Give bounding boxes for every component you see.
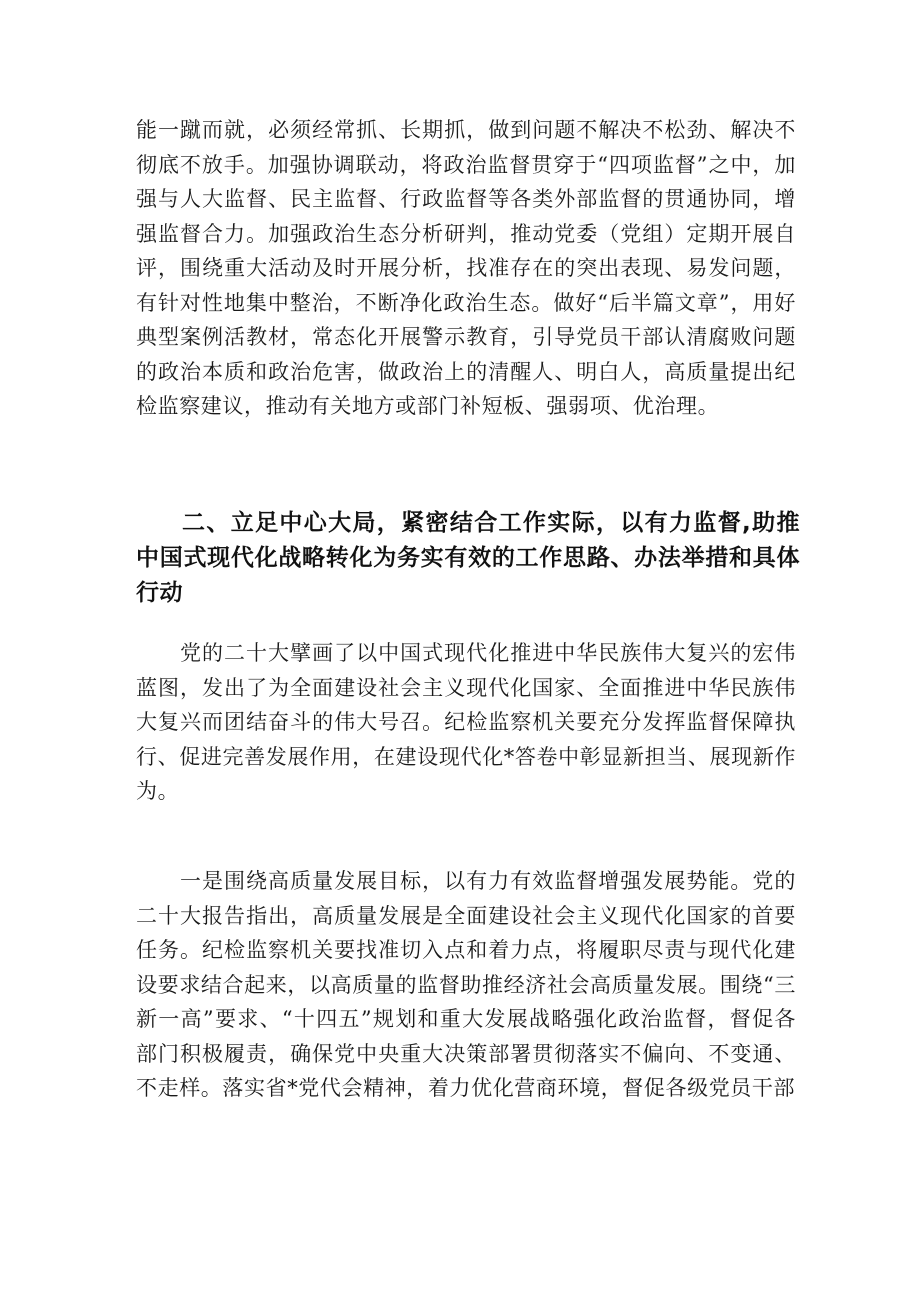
body-paragraph-continued: 能一蹴而就，必须经常抓、长期抓，做到问题不解决不松劲、解决不彻底不放手。加强协调联动，将政治监督贯穿于“四项监督”之中，加强与人大监督、民主监督、行政监督等各类外部监督的贯通协同，增强监督合力。加强政治生态分析研判，推动党委（党组）定期开展自评，围绕重大活动及时开展分析，找准存在的突出表现、易发问题，有针对性地集中整治，不断净化政治生态。做好“后半篇文章”，用好典型案例活教材，常态化开展警示教育，引导党员干部认清腐败问题的政治本质和政治危害，做政治上的清醒人、明白人，高质量提出纪检监察建议，推动有关地方或部门补短板、强弱项、优治理。 bbox=[136, 118, 796, 418]
body-paragraph-intro: 党的二十大擘画了以中国式现代化推进中华民族伟大复兴的宏伟蓝图，发出了为全面建设社会主义现代化国家、全面推进中华民族伟大复兴而团结奋斗的伟大号召。纪检监察机关要充分发挥监督保障执行、促进完善发展作用，在建设现代化*答卷中彰显新担当、展现新作为。 bbox=[136, 641, 796, 803]
section-heading: 二、立足中心大局，紧密结合工作实际，以有力监督,助推中国式现代化战略转化为务实有效的工作思路、办法举措和具体行动 bbox=[136, 510, 800, 606]
body-paragraph-point-one: 一是围绕高质量发展目标，以有力有效监督增强发展势能。党的二十大报告指出，高质量发展是全面建设社会主义现代化国家的首要任务。纪检监察机关要找准切入点和着力点，将履职尽责与现代化建设要求结合起来，以高质量的监督助推经济社会高质量发展。围绕“三新一高”要求、“十四五”规划和重大发展战略强化政治监督，督促各部门积极履责，确保党中央重大决策部署贯彻落实不偏向、不变通、不走样。落实省*党代会精神，着力优化营商环境，督促各级党员干部 bbox=[136, 869, 796, 1100]
